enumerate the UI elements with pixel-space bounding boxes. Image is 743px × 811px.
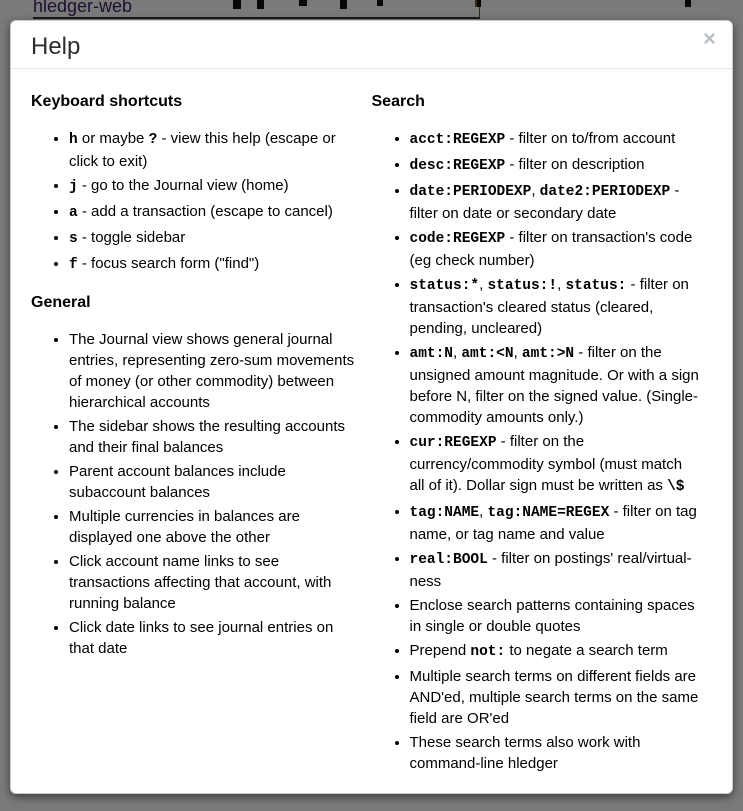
help-item	[410, 666, 701, 729]
help-list	[372, 128, 701, 774]
code-token: date2:PERIODEXP	[539, 184, 671, 200]
text-run: - filter on to/from account	[505, 130, 676, 147]
text-run: to negate a search term	[505, 642, 668, 659]
text-run: Multiple currencies in balances are displayed one above the other	[69, 508, 300, 546]
help-item	[410, 128, 701, 151]
code-token: cur:REGEXP	[409, 435, 497, 451]
text-run: ,	[513, 344, 522, 361]
text-run: The Journal view shows general journal entries, representing zero-sum movements of money (or other commodity) between hierarchical accounts	[69, 331, 355, 411]
code-token: ?	[148, 132, 158, 148]
help-item	[69, 461, 360, 503]
text-run: Click account name links to see transactions affecting that account, with running balance	[69, 553, 332, 612]
modal-body	[11, 69, 732, 810]
code-token: status:*	[409, 278, 480, 294]
code-token: h	[69, 132, 78, 148]
text-run: - filter on the unsigned amount magnitude. Or with a sign before N, filter on the signed value. (Single-commodity amounts only.)	[409, 344, 699, 426]
help-item	[69, 551, 360, 614]
help-item	[410, 227, 701, 271]
text-run: Multiple search terms on different fields are AND'ed, multiple search terms on the same field are OR'ed	[409, 668, 699, 727]
help-list	[31, 329, 360, 659]
text-run: - filter on the currency/commodity symbol (must match all of it). Dollar sign must be written as	[409, 433, 683, 494]
help-list	[31, 128, 360, 276]
text-run: - view this help (escape or click to exit)	[69, 130, 336, 170]
text-run: - filter on transaction's cleared status (cleared, pending, uncleared)	[409, 276, 689, 337]
help-item	[69, 617, 360, 659]
help-item	[410, 342, 701, 428]
text-run: - filter on description	[505, 156, 645, 173]
code-token: date:PERIODEXP	[409, 184, 532, 200]
code-token: not:	[470, 644, 506, 660]
help-item	[69, 175, 360, 198]
help-item	[69, 253, 360, 276]
help-item	[69, 506, 360, 548]
help-item	[410, 595, 701, 637]
code-token: s	[69, 231, 78, 247]
text-run: or maybe	[77, 130, 149, 147]
code-token: j	[69, 179, 78, 195]
text-run: These search terms also work with command-line hledger	[409, 734, 641, 772]
code-token: \$	[667, 479, 685, 495]
text-run: ,	[453, 344, 462, 361]
code-token: desc:REGEXP	[409, 158, 506, 174]
text-run: Enclose search patterns containing spaces in single or double quotes	[409, 597, 695, 635]
code-token: tag:NAME	[409, 505, 480, 521]
help-column-left	[31, 83, 372, 790]
text-run: ,	[479, 276, 488, 293]
code-token: amt:N	[409, 346, 454, 362]
help-item	[69, 201, 360, 224]
text-run: ,	[557, 276, 566, 293]
help-modal	[10, 20, 733, 794]
text-run: - go to the Journal view (home)	[77, 177, 289, 194]
section-heading: Keyboard shortcuts	[31, 93, 183, 110]
help-item	[410, 431, 701, 498]
text-run: - focus search form ("find")	[77, 255, 260, 272]
help-item	[69, 227, 360, 250]
code-token: status:!	[487, 278, 558, 294]
close-icon[interactable]: ×	[703, 26, 716, 51]
code-token: amt:>N	[521, 346, 575, 362]
text-run: Click date links to see journal entries on that date	[69, 619, 334, 657]
help-item	[410, 501, 701, 545]
help-item	[410, 640, 701, 663]
text-run: The sidebar shows the resulting accounts and their final balances	[69, 418, 345, 456]
text-run: - add a transaction (escape to cancel)	[77, 203, 333, 220]
help-item	[410, 548, 701, 592]
help-item	[410, 154, 701, 177]
modal-header	[11, 21, 732, 69]
code-token: acct:REGEXP	[409, 132, 506, 148]
text-run: - filter on postings' real/virtual-ness	[409, 550, 692, 590]
text-run: - filter on transaction's code (eg check number)	[409, 229, 693, 269]
modal-title: Help	[31, 33, 81, 60]
code-token: real:BOOL	[409, 552, 488, 568]
text-run: ,	[479, 503, 488, 520]
help-item	[69, 128, 360, 172]
text-run: - filter on date or secondary date	[409, 182, 680, 222]
text-run: Prepend	[409, 642, 471, 659]
text-run: - toggle sidebar	[77, 229, 186, 246]
help-item	[69, 416, 360, 458]
text-run: Parent account balances include subaccount balances	[69, 463, 286, 501]
code-token: amt:<N	[461, 346, 514, 362]
code-token: code:REGEXP	[409, 231, 506, 247]
text-run: ,	[531, 182, 540, 199]
code-token: a	[69, 205, 78, 221]
help-item	[69, 329, 360, 413]
section-heading: Search	[371, 93, 425, 110]
text-run: - filter on tag name, or tag name and value	[409, 503, 697, 543]
code-token: status:	[565, 278, 627, 294]
help-item	[410, 180, 701, 224]
code-token: f	[69, 257, 78, 273]
help-column-right	[372, 83, 713, 790]
help-item	[410, 274, 701, 339]
help-item	[410, 732, 701, 774]
section-heading: General	[31, 294, 91, 311]
code-token: tag:NAME=REGEX	[487, 505, 610, 521]
